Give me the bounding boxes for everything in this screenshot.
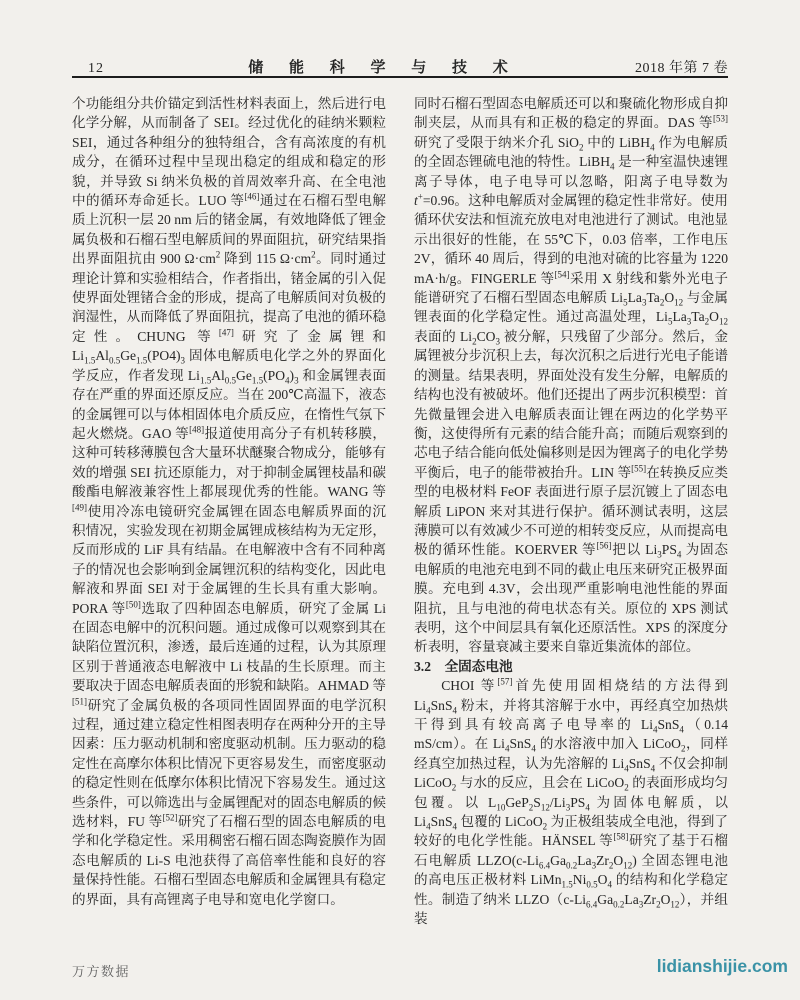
- section-heading: 3.2 全固态电池: [414, 658, 513, 674]
- wanfang-watermark: 万方数据: [72, 964, 131, 979]
- column-right: [414, 94, 728, 928]
- body-paragraph: CHOI 等[57]首先使用固相烧结的方法得到 $Li_4SnS_4$ 粉末，并将其溶解于水中，再经真空加热烘干得到具有较高离子电导率的 $Li_4SnS_4(0.14$ mS/cm）。在 $Li_4SnS_4$ 的水溶液中加入 LiCoO$_2$，同样经真空加热过程，认为先溶解的 $Li_4SnS_4$ 不仅会抑制 LiCoO$_2$ 与水的反应，且会在 LiCoO$_2$ 的表面形成均匀包覆。以 $L_{10}GeP_2S_{12}/Li_3PS_4$ 为固体电解质，以 $Li_4SnS_4$ 包覆的 LiCoO$_2$ 为正极组装成全电池，得到了较好的电化学性能。HÄNSEL 等[58]研究了基于石榴石电解质 $LLZO(c-Li_{6.4}Ga_{0.2}La_3Zr_2O_{12})$ 全固态锂电池的高电压正极材料 $LiMn_{1.5}Ni_{0.5}O_4$ 的结构和化学稳定性。制造了纳米 $LLZO(c-Li_{6.4}Ga_{0.2}La_3Zr_2O_{12})$，并组装: [414, 676, 729, 927]
- column-left: [72, 94, 386, 928]
- page-header: [72, 56, 728, 77]
- page-number: 12: [88, 61, 104, 76]
- body-paragraph: 个功能组分共价锚定到活性材料表面上，然后进行电化学分解，从而制备了 SEI。经过优化的硅纳米颗粒 SEI，通过各种组分的独特组合，含有高浓度的有机成分，在循环过程中呈现出稳定的组成和稳定的形貌，并导致 Si 纳米负极的首周效率升高、在全电池中的循环寿命延长。LUO 等[46]通过在石榴石型电解质上沉积一层 20 nm 后的锗金属，有效地降低了锂金属负极和石榴石型电解质间的界面阻抗，研究结果指出界面阻抗由 900 $\Omega\cdot cm^2$ 降到 115 $\Omega\cdot cm^2$。同时通过理论计算和实验相结合，作者指出，锗金属的引入促使界面处锂锗合金的形成，提高了电解质间对负极的润湿性，从而降低了界面阻抗，提高了电池的循环稳定性。CHUNG 等[47]研究了金属锂和 $Li_{1.5}Al_{0.5}Ge_{1.5}(PO4)_3$ 固体电解质电化学之外的界面化学反应，作者发现 $Li_{1.5}Al_{0.5}Ge_{1.5}(PO_4)_3$ 和金属锂表面存在严重的界面还原反应。当在 200℃高温下，液态的金属锂可以与体相固体电介质反应，在惰性气氛下起火燃烧。GAO 等[48]报道使用高分子有机转移膜，这种可转移薄膜包含大量环状醚聚合物成分，能够有效的增强 SEI 抗还原能力，对于抑制金属锂枝晶和碳酸酯电解液兼容性上都展现优秀的性能。WANG 等[49]使用冷冻电镜研究金属锂在固态电解质界面的沉积情况，实验发现在初期金属锂成核结构为无定形，反而形成的 LiF 具有结晶。在电解液中含有不同种离子的情况也会影响到金属锂沉积的结构变化，因此电解液和界面 SEI 对于金属锂的生长具有重大影响。PORA 等[50]选取了四种固态电解质，研究了金属 Li 在固态电解中的沉积问题。通过成像可以观察到其在缺陷位置沉积，渗透，最后连通的过程，认为其原理区别于普通液态电解液中 Li 枝晶的生长原理。而主要取决于固态电解质表面的形貌和缺陷。AHMAD 等[51]研究了金属负极的各项同性固固界面的电学沉积过程，通过建立稳定性相图表明存在两种分开的主导因素：压力驱动机制和密度驱动机制。压力驱动的稳定性在高摩尔体积比情况下更容易发生，而密度驱动的稳定性则在低摩尔体积比情况下容易发生。通过这些条件，可以筛选出与金属锂配对的固态电解质的候选材料，FU 等[52]研究了石榴石型的固态电解质的电学和化学稳定性。采用稠密石榴石固态陶瓷膜作为固态电解质的 Li-S 电池获得了高倍率性能和良好的容量保持性能。石榴石型固态电解质和金属锂具有稳定的界面，具有高锂离子电导和宽电化学窗口。: [72, 96, 387, 907]
- content-columns: [72, 94, 728, 928]
- site-watermark: lidianshijie.com: [656, 956, 788, 976]
- body-paragraph: 同时石榴石型固态电解质还可以和聚硫化物形成自抑制夹层，从而具有和正极的稳定的界面。DAS 等[53]研究了受限于纳米介孔 SiO$_2$ 中的 LiBH$_4$ 作为电解质的全固态锂硫电池的特性。LiBH$_4$ 是一种室温快速锂离子导体，电子电导可以忽略，阳离子电导数为 t+=0.96。这种电解质对金属锂的稳定性非常好。使用循环伏安法和恒流充放电对电池进行了测试。电池显示出很好的性能，在 55℃下，0.03 倍率，工作电压 2V，循环 40 周后，得到的电池对硫的比容量为 1220 mA·h/g。FINGERLE 等[54]采用 X 射线和紫外光电子能谱研究了石榴石型固态电解质 $Li_5La_3Ta_2O_{12}$ 与金属锂表面的化学稳定性。通过高温处理，$Li_5La_3Ta_2O_{12}$ 表面的 $Li_2CO_3$ 被分解，只残留了少部分。然后，金属锂被分步沉积上去，每次沉积之后进行光电子能谱的测量。结果表明，界面处没有发生分解，电解质的结构也没有被破坏。他们还提出了两步沉积模型：首先微量锂会进入电解质表面让锂在两边的化学势平衡，这使得所有元素的结合能升高；而随后观察到的芯电子结合能向低处偏移则是因为锂离子的电化学势平衡后，电子的能带被抬升。LIN 等[55]在转换反应类型的电极材料 FeOF 表面进行原子层沉镀上了固态电解质 LiPON 来对其进行保护。循环测试表明，这层薄膜可以有效减少不可逆的相转变反应，从而提高电极的循环性能。KOERVER 等[56]把以 $Li_3PS_4$ 为固态电解质的电池充电到不同的截止电压来研究正极界面膜。充电到 4.3V，会出现严重影响电池性能的界面阻抗，且与电池的荷电状态有关。原位的 XPS 测试表明，这个中间层具有氧化还原活性。XPS 的深度分析表明，容量衰减主要来自靠近集流体的部位。: [414, 96, 729, 655]
- header-rule: [72, 76, 728, 78]
- volume-issue-label: 2018 年第 7 卷: [634, 61, 728, 76]
- journal-title: 储 能 科 学 与 技 术: [248, 60, 519, 76]
